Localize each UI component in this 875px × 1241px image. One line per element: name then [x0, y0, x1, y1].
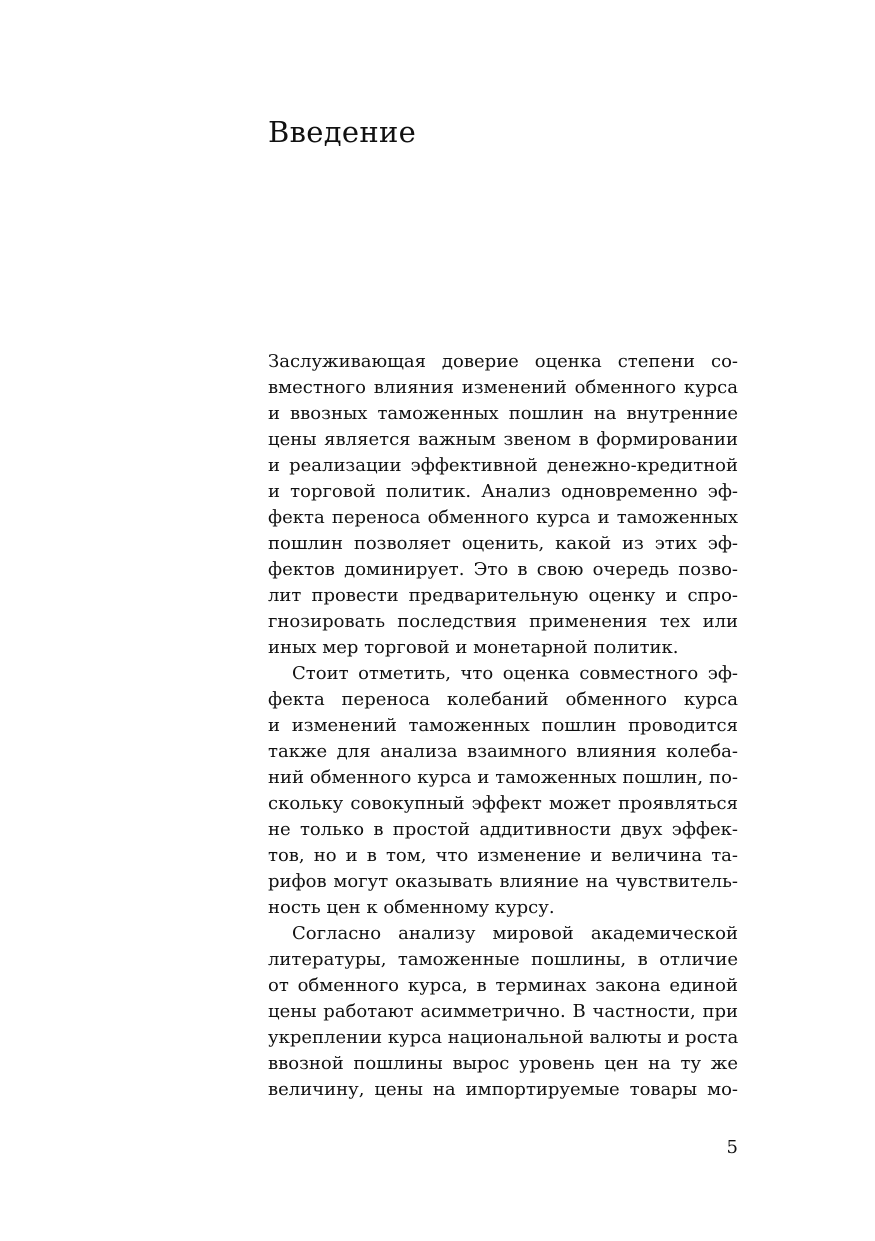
text-line: фекта переноса обменного курса и таможенных [268, 507, 738, 528]
text-line: скольку совокупный эффект может проявляться [268, 793, 738, 814]
text-line: гнозировать последствия применения тех или [268, 611, 738, 632]
text-line: Согласно анализу мировой академической [292, 923, 738, 944]
text-line: Заслуживающая доверие оценка степени со- [268, 351, 738, 372]
paragraph-2 [268, 661, 738, 921]
text-line: цены является важным звеном в формировании [268, 429, 738, 450]
text-line: ввозной пошлины вырос уровень цен на ту же [268, 1053, 738, 1074]
text-line: также для анализа взаимного влияния колеба- [268, 741, 738, 762]
text-line: ний обменного курса и таможенных пошлин, по- [268, 767, 738, 788]
text-line: и реализации эффективной денежно-кредитной [268, 455, 738, 476]
text-line: и торговой политик. Анализ одновременно эф- [268, 481, 738, 502]
page-number: 5 [726, 1137, 738, 1158]
text-line: рифов могут оказывать влияние на чувствитель- [268, 871, 738, 892]
text-line: укреплении курса национальной валюты и роста [268, 1027, 738, 1048]
text-line: цены работают асимметрично. В частности, при [268, 1001, 738, 1022]
paragraph-1 [268, 349, 738, 661]
text-line: Стоит отметить, что оценка совместного эф- [292, 663, 738, 684]
paragraph-3 [268, 921, 738, 1103]
page-title: Введение [268, 115, 417, 149]
text-line: величину, цены на импортируемые товары мо- [268, 1079, 738, 1100]
text-line: и ввозных таможенных пошлин на внутренние [268, 403, 738, 424]
text-line: и изменений таможенных пошлин проводится [268, 715, 738, 736]
text-line: литературы, таможенные пошлины, в отличие [268, 949, 738, 970]
text-line: фектов доминирует. Это в свою очередь позво- [268, 559, 738, 580]
text-line: пошлин позволяет оценить, какой из этих эф- [268, 533, 738, 554]
text-line: вместного влияния изменений обменного курса [268, 377, 738, 398]
text-line: тов, но и в том, что изменение и величина та- [268, 845, 738, 866]
text-line: иных мер торговой и монетарной политик. [268, 637, 679, 658]
text-line: ность цен к обменному курсу. [268, 897, 555, 918]
text-line: лит провести предварительную оценку и спро- [268, 585, 738, 606]
body-text [268, 349, 738, 1103]
text-line: не только в простой аддитивности двух эффек- [268, 819, 738, 840]
text-line: от обменного курса, в терминах закона единой [268, 975, 738, 996]
text-line: фекта переноса колебаний обменного курса [268, 689, 738, 710]
